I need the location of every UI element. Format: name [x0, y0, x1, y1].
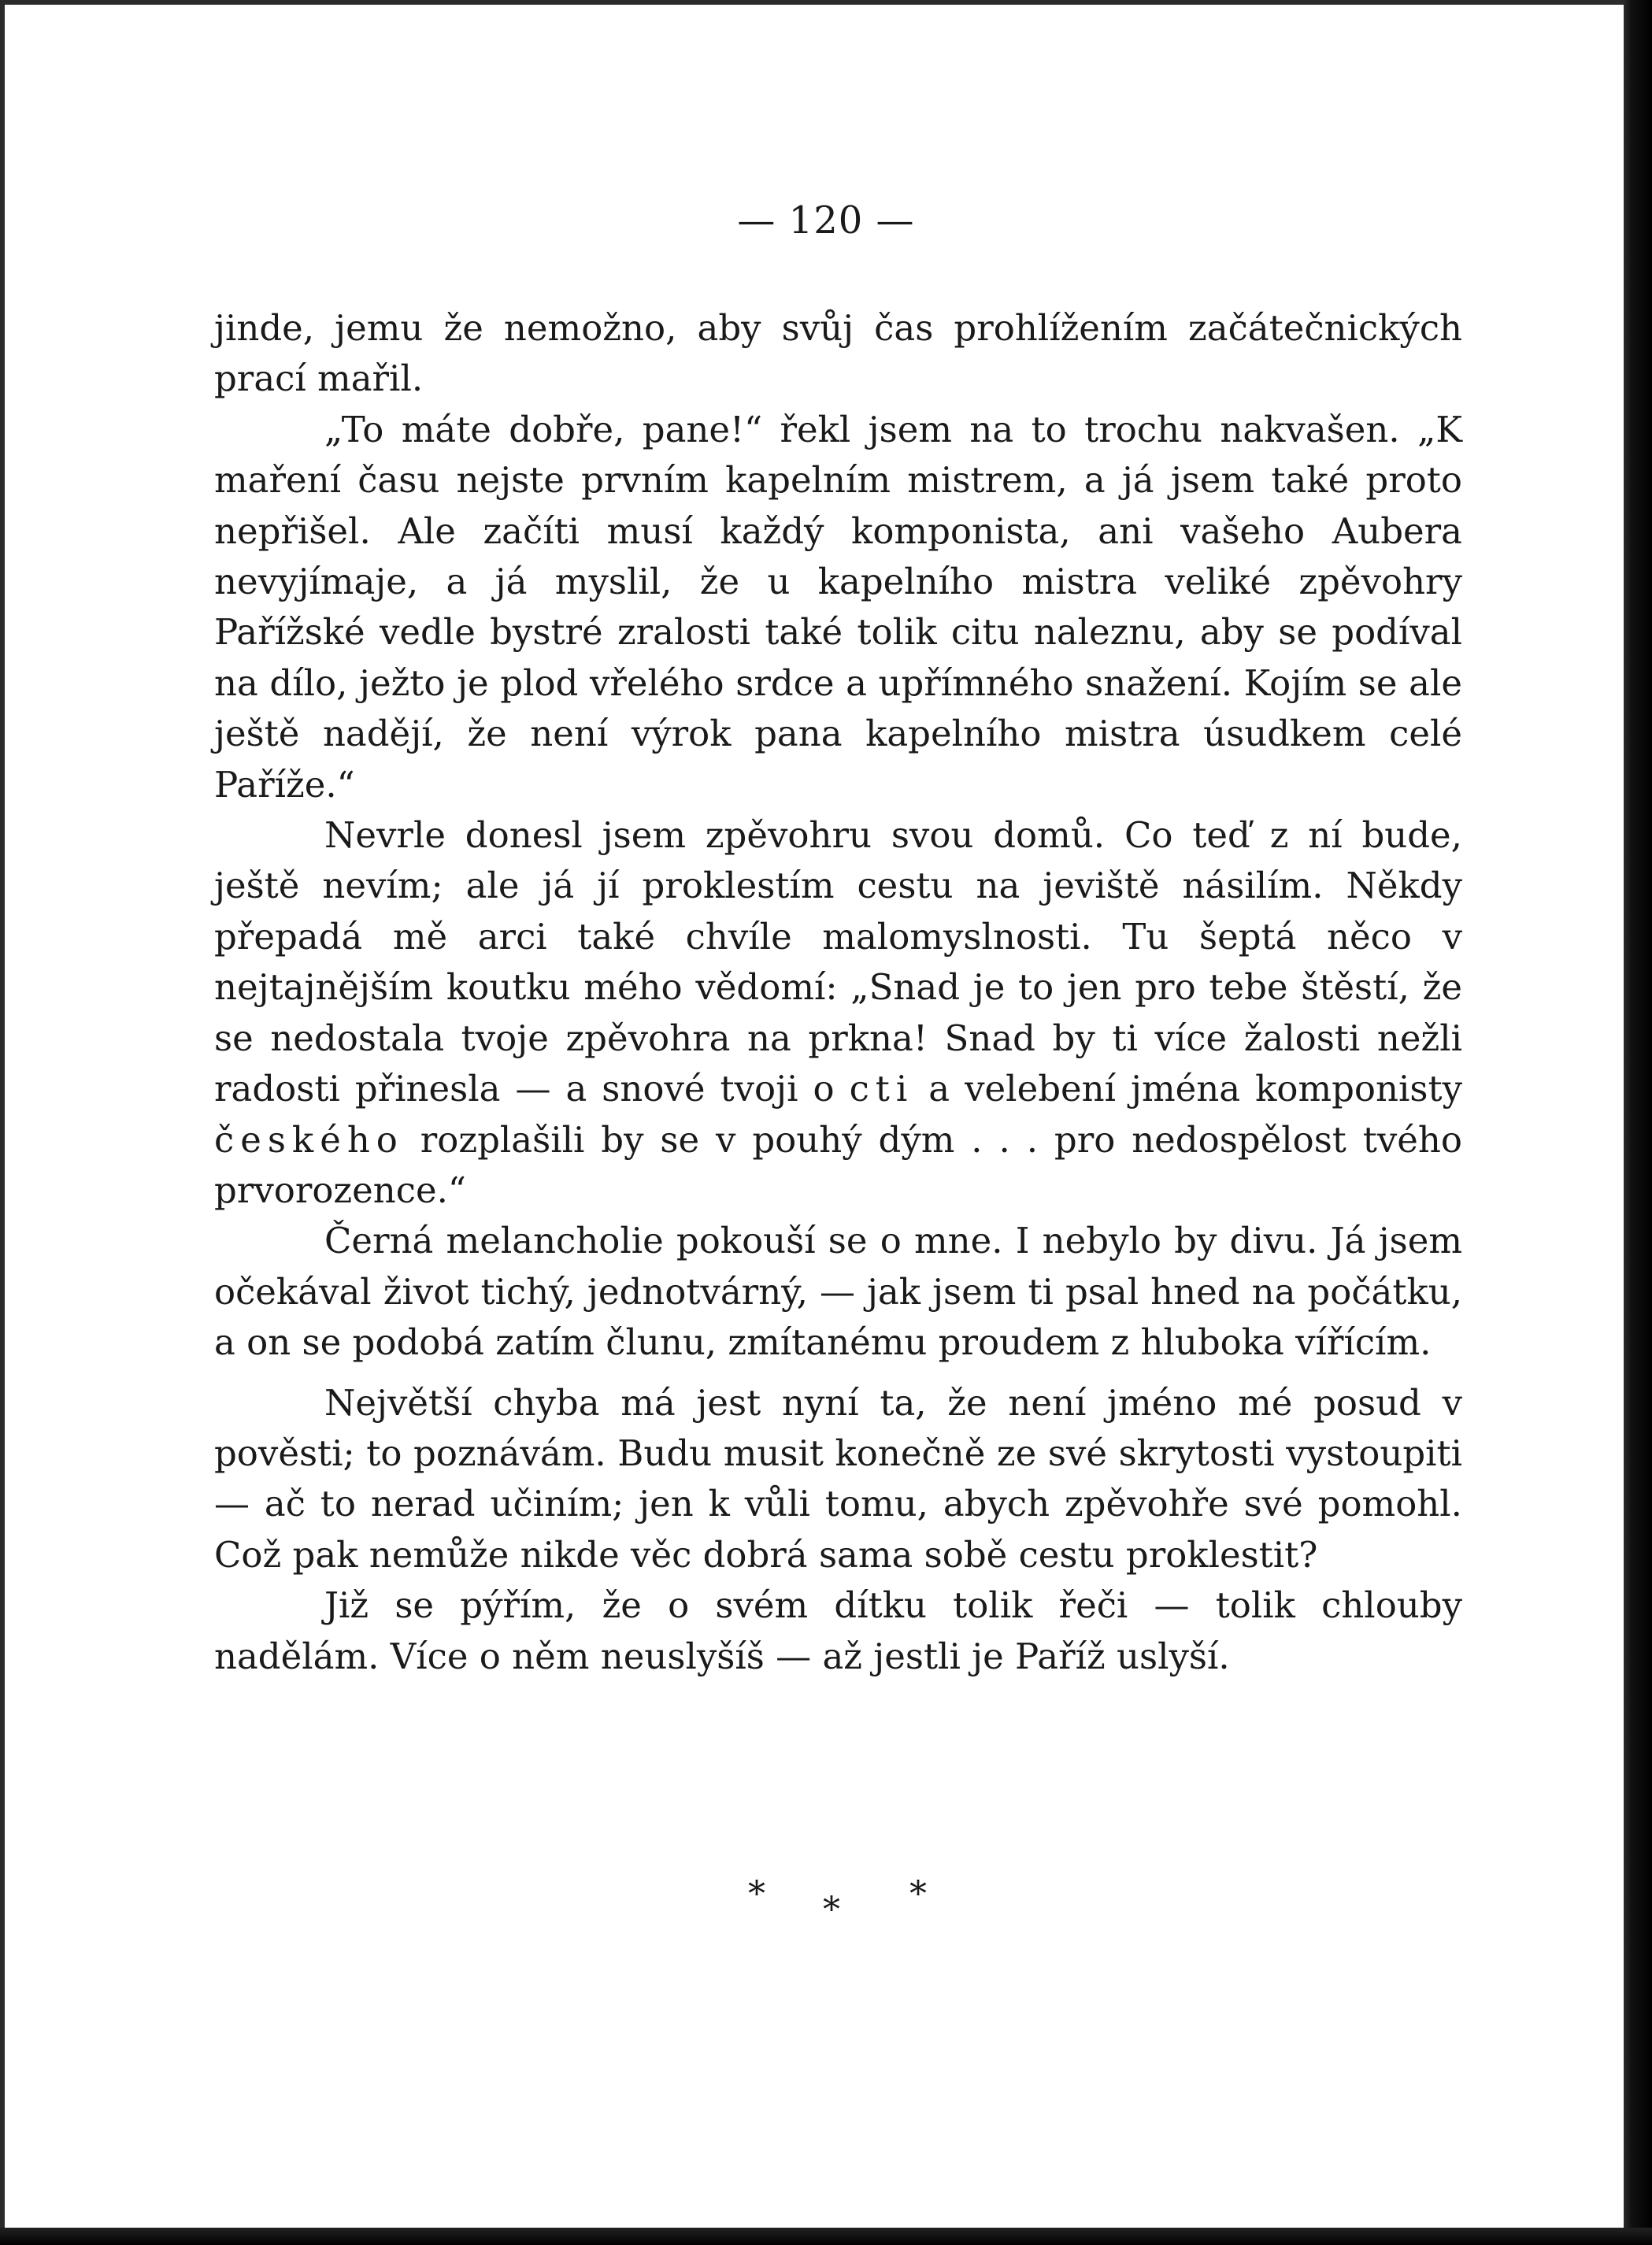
spaced-word-cti: cti: [849, 1068, 914, 1110]
paragraph-5: Největší chyba má jest nyní ta, že není jméno mé posud v pověsti; to poznávám. Budu musit konečně ze své skrytosti vystoupiti — ač to nerad učiním; jen k vůli tomu, abych zpěvohře své pomohl. Což pak nemůže nikde věc dobrá sama sobě cestu proklestit?: [214, 1381, 1462, 1576]
asterism-star-middle: *: [823, 1890, 840, 1930]
paragraph-1: jinde, jemu že nemožno, aby svůj čas prohlížením začátečnických prací mařil.: [214, 307, 1462, 400]
section-break-asterism: [0, 1874, 1652, 1937]
paragraph-2: „To máte dobře, pane!“ řekl jsem na to trochu nakvašen. „K maření času nejste prvním kapelním mistrem, a já jsem také proto nepřišel. Ale začíti musí každý komponista, ani vašeho Aubera nevyjímaje, a já myslil, že u kapelního mistra veliké zpěvohry Pařížské vedle bystré zralosti také tolik citu naleznu, aby se podíval na dílo, ježto je plod vřelého srdce a upřímného snažení. Kojím se ale ještě nadějí, že není výrok pana kapelního mistra úsudkem celé Paříže.“: [214, 408, 1462, 806]
asterism-star-left: *: [748, 1874, 765, 1914]
paragraph-3-part-1: Nevrle donesl jsem zpěvohru svou domů. Co teď z ní bude, ještě nevím; ale já jí proklestím cestu na jeviště násilím. Někdy přepadá mě arci také chvíle malomyslnosti. Tu šeptá něco v nejtajnějším koutku mého vědomí: „Snad je to jen pro tebe štěstí, že se nedostala tvoje zpěvohra na prkna! Snad by ti více žalosti nežli radosti přinesla — a snové tvoji o: [214, 814, 1462, 1110]
spaced-word-ceskeho: českého: [214, 1118, 404, 1161]
paragraph-3-part-2: a velebení jména komponisty: [913, 1068, 1462, 1110]
paragraph-3-part-3: rozplašili by se v pouhý dým . . . pro nedospělost tvého prvorozence.“: [214, 1118, 1462, 1211]
scan-edge-bottom: [0, 2228, 1652, 2245]
scan-edge-top: [0, 0, 1652, 5]
asterism-star-right: *: [909, 1874, 927, 1914]
page-number: — 120 —: [737, 198, 915, 243]
paragraph-3: [214, 810, 1462, 1216]
paragraph-6: Již se pýřím, že o svém dítku tolik řeči — tolik chlouby nadělám. Více o něm neuslyšíš — až jestli je Paříž uslyší.: [214, 1584, 1462, 1677]
body-text: [214, 303, 1462, 1682]
paragraph-4: Černá melancholie pokouší se o mne. I nebylo by divu. Já jsem očekával život tichý, jednotvárný, — jak jsem ti psal hned na počátku, a on se podobá zatím člunu, zmítanému proudem z hluboka vířícím.: [214, 1220, 1462, 1364]
